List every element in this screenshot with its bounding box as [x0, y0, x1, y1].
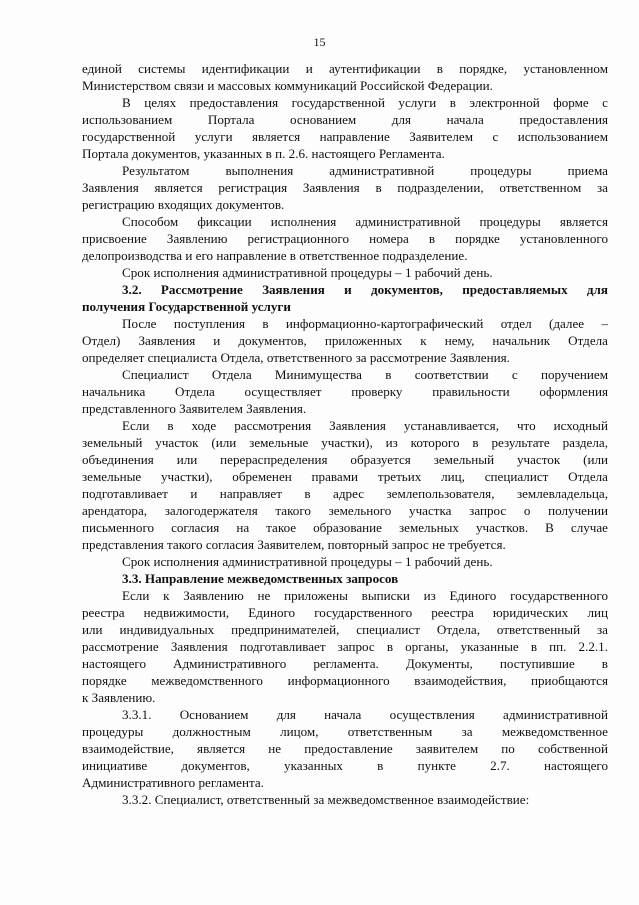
text-line: инициативе документов, указанных в пункте 2.7. настоящего	[82, 758, 608, 773]
document-body	[82, 60, 608, 808]
text-line: Министерством связи и массовых коммуникаций Российской Федерации.	[82, 78, 493, 93]
text-line: делопроизводства и его направление в ответственное подразделение.	[82, 248, 468, 263]
text-line: использованием Портала основанием для начала предоставления	[82, 112, 608, 127]
text-line: настоящего Административного регламента. Документы, поступившие в	[82, 656, 608, 671]
text-line: представления такого согласия Заявителем, повторный запрос не требуется.	[82, 537, 506, 552]
section-heading-line: 3.2. Рассмотрение Заявления и документов, предоставляемых для	[122, 282, 608, 297]
text-line: единой системы идентификации и аутентификации в порядке, установленном	[82, 61, 608, 76]
text-line: определяет специалиста Отдела, ответственного за рассмотрение Заявления.	[82, 350, 510, 365]
text-line: арендатора, залогодержателя такого земельного участка запрос о получении	[82, 503, 608, 518]
text-line: Способом фиксации исполнения административной процедуры является	[122, 214, 608, 229]
text-line: к Заявлению.	[82, 690, 156, 705]
text-line: Срок исполнения административной процедуры – 1 рабочий день.	[122, 265, 493, 280]
text-line: порядке межведомственного информационного взаимодействия, приобщаются	[82, 673, 608, 688]
text-line: процедуры должностным лицом, ответственным за межведомственное	[82, 724, 608, 739]
section-heading-line: получения Государственной услуги	[82, 299, 291, 314]
text-line: 3.3.2. Специалист, ответственный за межведомственное взаимодействие:	[122, 792, 530, 807]
text-line: 3.3.1. Основанием для начала осуществления административной	[122, 707, 608, 722]
text-line: письменного согласия на такое образование земельных участков. В случае	[82, 520, 608, 535]
text-line: или индивидуальных предпринимателей, специалист Отдела, ответственный за	[82, 622, 608, 637]
text-line: взаимодействие, является не предоставление заявителем по собственной	[82, 741, 608, 756]
text-line: Отдел) Заявления и документов, приложенных к нему, начальник Отдела	[82, 333, 608, 348]
text-line: Специалист Отдела Минимущества в соответствии с поручением	[122, 367, 608, 382]
text-line: рассмотрение Заявления подготавливает запрос в органы, указанные в пп. 2.2.1.	[82, 639, 608, 654]
text-line: Административного регламента.	[82, 775, 264, 790]
text-line: представленного Заявителем Заявления.	[82, 401, 307, 416]
text-line: земельные участки), обременен правами третьих лиц, специалист Отдела	[82, 469, 608, 484]
text-line: Результатом выполнения административной процедуры приема	[122, 163, 608, 178]
text-line: После поступления в информационно-картографический отдел (далее –	[122, 316, 608, 331]
text-line: регистрацию входящих документов.	[82, 197, 285, 212]
page-number: 15	[313, 35, 326, 49]
text-line: реестра недвижимости, Единого государственного реестра юридических лиц	[82, 605, 608, 620]
text-line: присвоение Заявлению регистрационного номера в порядке установленного	[82, 231, 608, 246]
text-line: Портала документов, указанных в п. 2.6. настоящего Регламента.	[82, 146, 445, 161]
text-line: Если к Заявлению не приложены выписки из Единого государственного	[122, 588, 608, 603]
text-line: Срок исполнения административной процедуры – 1 рабочий день.	[122, 554, 493, 569]
text-line: Если в ходе рассмотрения Заявления устанавливается, что исходный	[122, 418, 608, 433]
section-heading-line: 3.3. Направление межведомственных запросов	[122, 571, 399, 586]
text-line: подготавливает и направляет в адрес землепользователя, землевладельца,	[82, 486, 608, 501]
text-line: Заявления является регистрация Заявления в подразделении, ответственном за	[82, 180, 608, 195]
text-line: государственной услуги является направление Заявителем с использованием	[82, 129, 608, 144]
text-line: земельный участок (или земельные участки), из которого в результате раздела,	[82, 435, 608, 450]
text-line: В целях предоставления государственной услуги в электронной форме с	[122, 95, 608, 110]
text-line: объединения или перераспределения образуется земельный участок (или	[82, 452, 608, 467]
text-line: начальника Отдела осуществляет проверку правильности оформления	[82, 384, 608, 399]
